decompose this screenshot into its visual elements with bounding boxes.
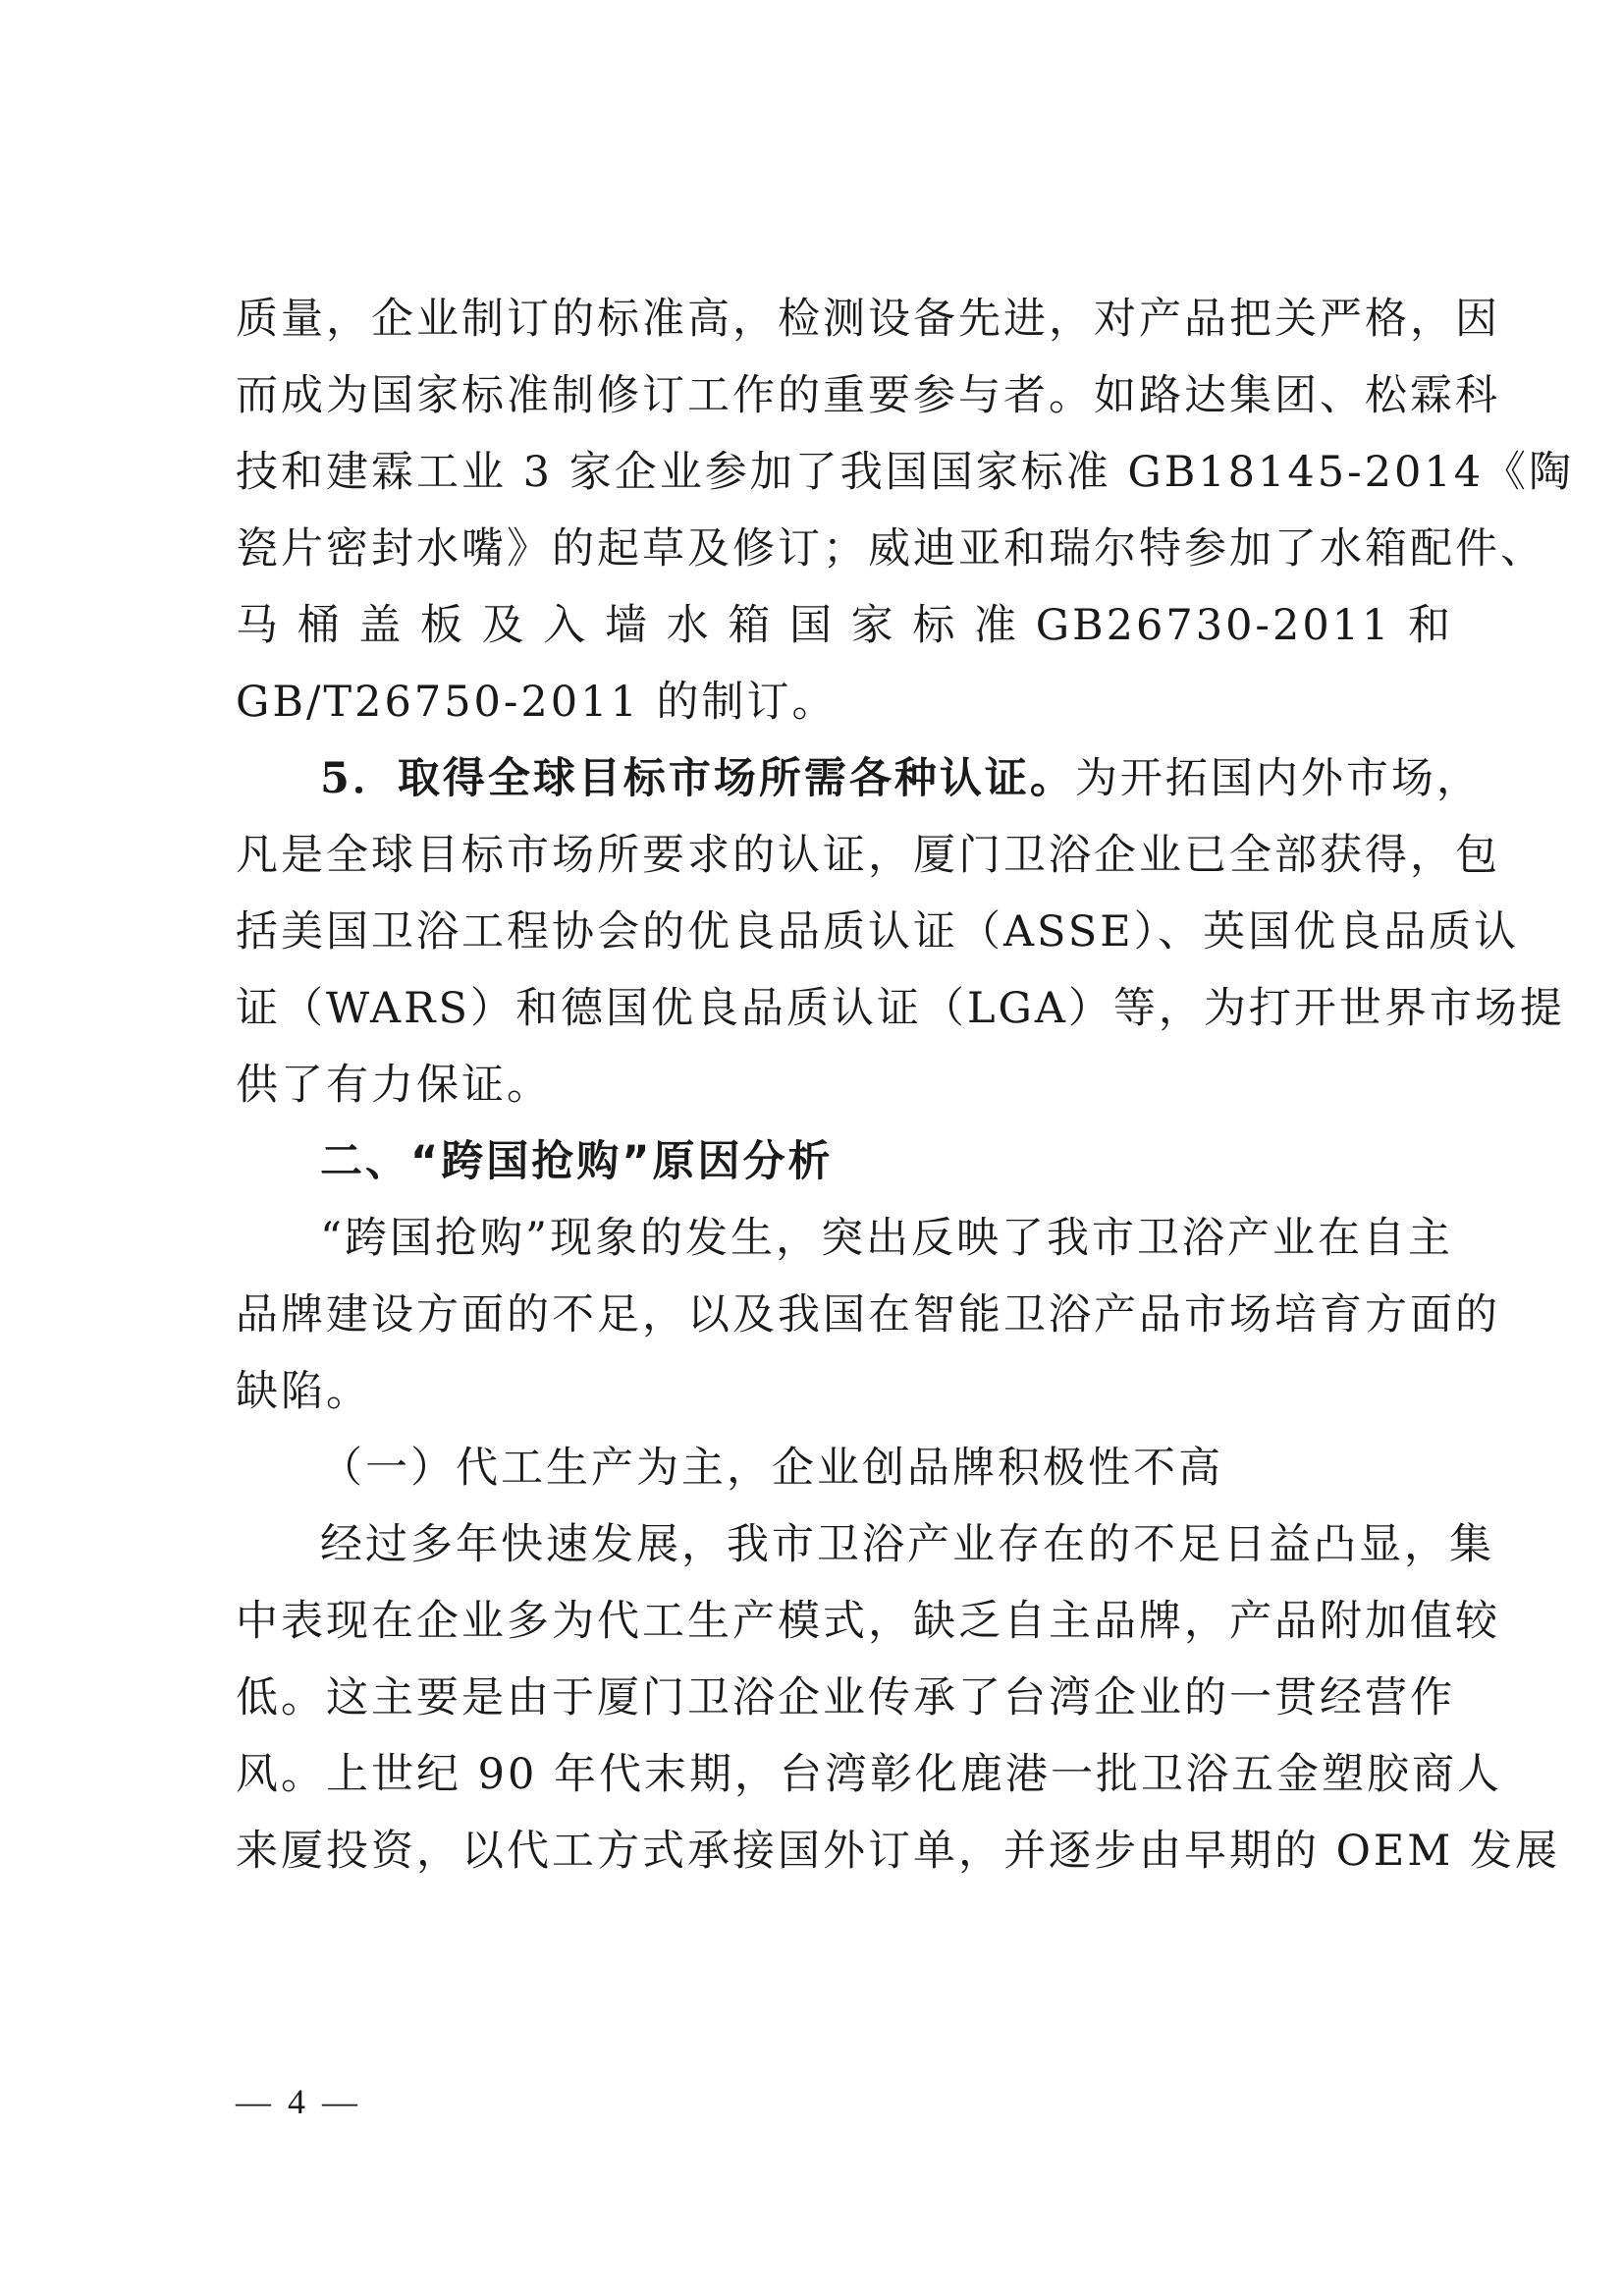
body-line-4: 瓷片密封水嘴》的起草及修订；威迪亚和瑞尔特参加了水箱配件、 xyxy=(236,524,1545,574)
body-line-6: GB/T26750-2011 的制订。 xyxy=(236,678,838,727)
section-heading-2: 二、“跨国抢购”原因分析 xyxy=(320,1137,834,1186)
section5-line-2: 凡是全球目标市场所要求的认证，厦门卫浴企业已全部获得，包 xyxy=(236,831,1500,880)
section5-first-line xyxy=(320,749,1482,808)
analysis-line-3: 缺陷。 xyxy=(236,1367,371,1416)
body-line-1: 质量，企业制订的标准高，检测设备先进，对产品把关严格，因 xyxy=(236,295,1500,344)
body-line-3: 技和建霖工业 3 家企业参加了我国国家标准 GB18145-2014《陶 xyxy=(236,448,1575,497)
section5-first-rest: 为开拓国内外市场， xyxy=(1074,754,1482,803)
body-line-5: 马 桶 盖 板 及 入 墙 水 箱 国 家 标 准 GB26730-2011 和 xyxy=(236,601,1454,650)
section5-line-3: 括美国卫浴工程协会的优良品质认证（ASSE）、英国优良品质认 xyxy=(236,907,1520,957)
oem-line-2: 中表现在企业多为代工生产模式，缺乏自主品牌，产品附加值较 xyxy=(236,1597,1500,1646)
section5-line-4: 证（WARS）和德国优良品质认证（LGA）等，为打开世界市场提 xyxy=(236,984,1565,1033)
oem-line-5: 来厦投资，以代工方式承接国外订单，并逐步由早期的 OEM 发展 xyxy=(236,1827,1561,1876)
oem-line-4: 风。上世纪 90 年代末期，台湾彰化鹿港一批卫浴五金塑胶商人 xyxy=(236,1750,1503,1799)
analysis-line-2: 品牌建设方面的不足，以及我国在智能卫浴产品市场培育方面的 xyxy=(236,1290,1500,1339)
body-line-2: 而成为国家标准制修订工作的重要参与者。如路达集团、松霖科 xyxy=(236,371,1500,420)
page-number: — 4 — xyxy=(236,2082,361,2121)
oem-line-3: 低。这主要是由于厦门卫浴企业传承了台湾企业的一贯经营作 xyxy=(236,1673,1455,1722)
subheading-1: （一）代工生产为主，企业创品牌积极性不高 xyxy=(320,1444,1223,1493)
oem-line-1: 经过多年快速发展，我市卫浴产业存在的不足日益凸显，集 xyxy=(320,1520,1494,1569)
analysis-line-1: “跨国抢购”现象的发生，突出反映了我市卫浴产业在自主 xyxy=(320,1214,1453,1263)
section5-lead: 5．取得全球目标市场所需各种认证。 xyxy=(320,754,1075,803)
section5-line-5: 供了有力保证。 xyxy=(236,1061,552,1110)
